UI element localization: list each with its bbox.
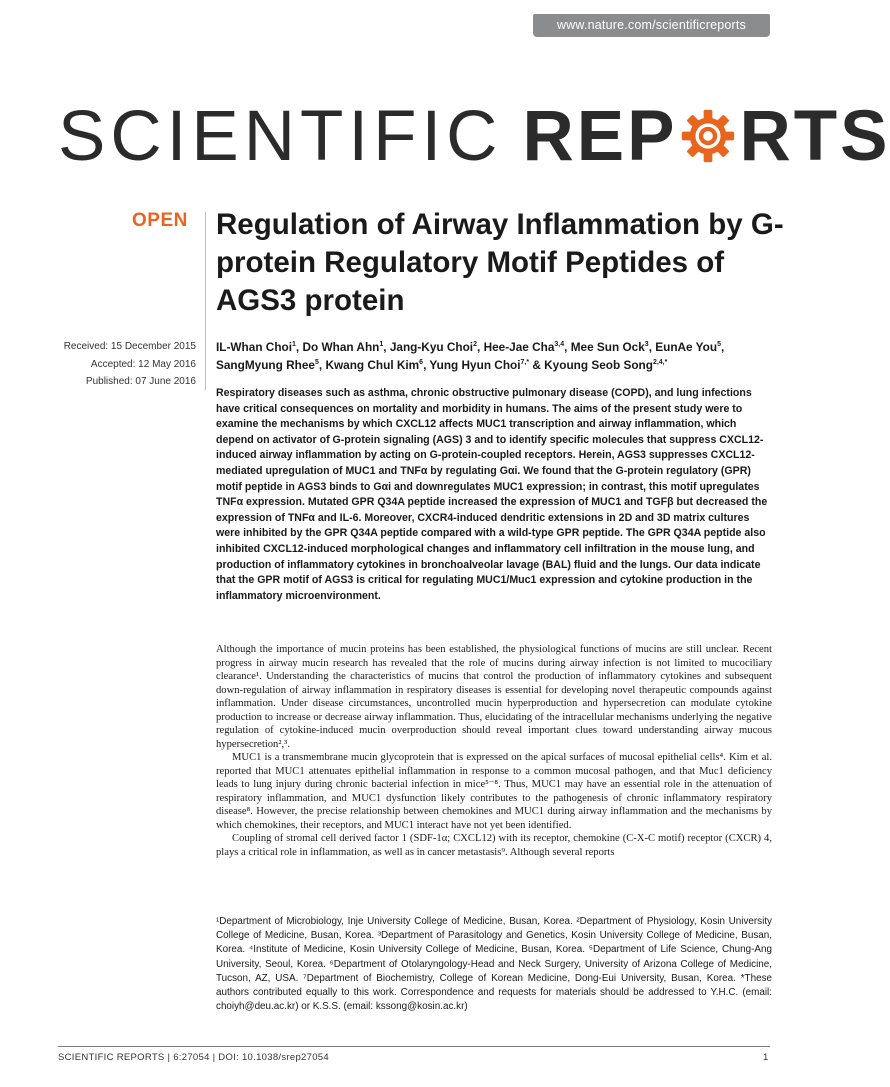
author-affiliation-marker: 7,* <box>520 358 530 366</box>
abstract: Respiratory diseases such as asthma, chronic obstructive pulmonary disease (COPD), and lung infections have critical consequences on mortality and morbidity in humans. The aims of the present study were to examine the mechanisms by which CXCL12 affects MUC1 transcription and airway inflammation, which depend on activator of G-protein signaling (AGS) 3 and to identify specific molecules that suppress CXCL12-induced airway inflammation by acting on G-protein-coupled receptors. Herein, AGS3 suppresses CXCL12-mediated upregulation of MUC1 and TNFα by regulating Gαi. We found that the G-protein regulatory (GPR) motif peptide in AGS3 binds to Gαi and downregulates MUC1 expression; in contrast, this motif upregulates TNFα expression. Mutated GPR Q34A peptide increased the expression of MUC1 and TGFβ but decreased the expression of TNFα and IL-6. Moreover, CXCR4-induced dendritic extensions in 2D and 3D matrix cultures were inhibited by the GPR Q34A peptide compared with a wild-type GPR peptide. The GPR Q34A peptide also inhibited CXCL12-induced morphological changes and inflammatory cell infiltration in the mouse lung, and production of inflammatory cytokines in bronchoalveolar lavage (BAL) fluid and the lungs. Our data indicate that the GPR motif of AGS3 is critical for regulating MUC1/Muc1 expression and cytokine production in the inflammatory microenvironment. <box>216 387 768 602</box>
author-affiliation-marker: 5 <box>717 341 721 349</box>
accepted-date: Accepted: 12 May 2016 <box>90 358 196 370</box>
gear-logo-icon <box>679 107 737 165</box>
author-name: Yung Hyun Choi <box>429 357 521 372</box>
body-paragraph: Coupling of stromal cell derived factor 1 (SDF-1α; CXCL12) with its receptor, chemokine (C-X-C motif) receptor (CXCR) 4, plays a critical role in inflammation, as well as in cancer metastasis⁹. Although several reports <box>216 833 772 858</box>
author-name: SangMyung Rhee <box>216 357 315 372</box>
masthead-rep: REP <box>522 96 678 176</box>
author-affiliation-marker: 2 <box>473 341 477 349</box>
author-name: IL-Whan Choi <box>216 340 293 354</box>
article-dates <box>40 338 196 391</box>
author-affiliation-marker: 6 <box>419 358 424 366</box>
author-name: Kyoung Seob Song <box>544 357 653 372</box>
author-name: Mee Sun Ock <box>570 340 645 354</box>
body-paragraph: Although the importance of mucin proteins has been established, the physiological functions of mucins are still unclear. Recent progress in airway mucin research has revealed that the role of mucins during airway infection is not limited to mucociliary clearance¹. Understanding the characteristics of mucins that control the production of inflammatory cytokines and subsequent down-regulation of airway inflammation in respiratory diseases is essential for developing novel therapeutic compounds against inflammation. Under disease circumstances, uncontrolled mucin hyperproduction and hypersecretion can modulate cytokine production to increase or decrease airway inflammation. Thus, elucidating of the intracellular mechanisms underlying the negative regulation of cytokine-induced mucin overproduction should reveal important clues toward understanding airway mucous hypersecretion²,³. <box>216 644 772 750</box>
author-list: IL-Whan Choi$^1$, Do Whan Ahn$^1$, Jang-Kyu Choi$^2$, Hee-Jae Cha$^{3,4}$, Mee Sun Ock$^3$, EunAe You$^5$, SangMyung Rhee$^5$, Kwang Chul Kim$^6$, Yung Hyun Choi$^{7,*}$ & Kyoung Seob Song$^{2,4,*}$ <box>216 340 725 372</box>
author-affiliation-marker: 1 <box>292 341 296 349</box>
page-number: 1 <box>763 1052 769 1063</box>
author-name: Do Whan Ahn <box>302 340 380 354</box>
author-affiliation-marker: 3,4 <box>554 341 565 349</box>
body-text <box>216 643 772 859</box>
title-divider <box>205 212 206 390</box>
masthead-rts: RTS <box>739 96 890 176</box>
received-date: Received: 15 December 2015 <box>63 341 196 352</box>
masthead-scientific: SCIENTIFIC <box>58 96 503 176</box>
journal-masthead <box>58 86 890 186</box>
author-name: Jang-Kyu Choi <box>389 340 474 354</box>
article-title: Regulation of Airway Inflammation by G-protein Regulatory Motif Peptides of AGS3 protein <box>216 208 784 317</box>
journal-url-link[interactable]: www.nature.com/scientificreports <box>533 14 770 37</box>
published-date: Published: 07 June 2016 <box>85 376 196 387</box>
author-name: EunAe You <box>655 340 718 354</box>
author-name: Kwang Chul Kim <box>325 357 420 372</box>
author-name: Hee-Jae Cha <box>483 340 555 354</box>
footer-divider <box>58 1046 770 1047</box>
body-paragraph: MUC1 is a transmembrane mucin glycoprotein that is expressed on the apical surfaces of mucosal epithelial cells⁴. Kim et al. reported that MUC1 attenuates epithelial inflammation in response to a common mucosal pathogen, and that Muc1 deficiency leads to lung injury during chronic bacterial infection in mice⁵⁻⁸. Thus, MUC1 may have an essential role in the attenuation of respiratory inflammation, and MUC1 dysfunction likely contributes to the pathogenesis of chronic inflammatory respiratory disease⁸. However, the precise relationship between chemokines and MUC1 during airway inflammation and the mechanisms by which chemokines, their receptors, and MUC1 interact have not yet been identified. <box>216 752 772 831</box>
author-affiliation-marker: 3 <box>644 341 649 349</box>
open-access-label: OPEN <box>132 210 188 231</box>
author-affiliation-marker: 1 <box>379 341 384 349</box>
author-affiliation-marker: 5 <box>314 358 319 366</box>
author-affiliation-marker: 2,4,* <box>652 358 668 366</box>
affiliations: ¹Department of Microbiology, Inje University College of Medicine, Busan, Korea. ²Department of Physiology, Kosin University College of Medicine, Busan, Korea. ³Department of Parasitology and Genetics, Kosin University College of Medicine, Busan, Korea. ⁴Institute of Medicine, Kosin University College of Medicine, Busan, Korea. ⁵Department of Life Science, Chung-Ang University, Seoul, Korea. ⁶Department of Otolaryngology-Head and Neck Surgery, University of Arizona College of Medicine, Tucson, AZ, USA. ⁷Department of Biochemistry, College of Korean Medicine, Dong-Eui University, Busan, Korea. *These authors contributed equally to this work. Correspondence and requests for materials should be addressed to Y.H.C. (email: choiyh@deu.ac.kr) or K.S.S. (email: kssong@kosin.ac.kr) <box>216 916 772 1013</box>
footer-citation: SCIENTIFIC REPORTS | 6:27054 | DOI: 10.1038/srep27054 <box>58 1052 329 1063</box>
